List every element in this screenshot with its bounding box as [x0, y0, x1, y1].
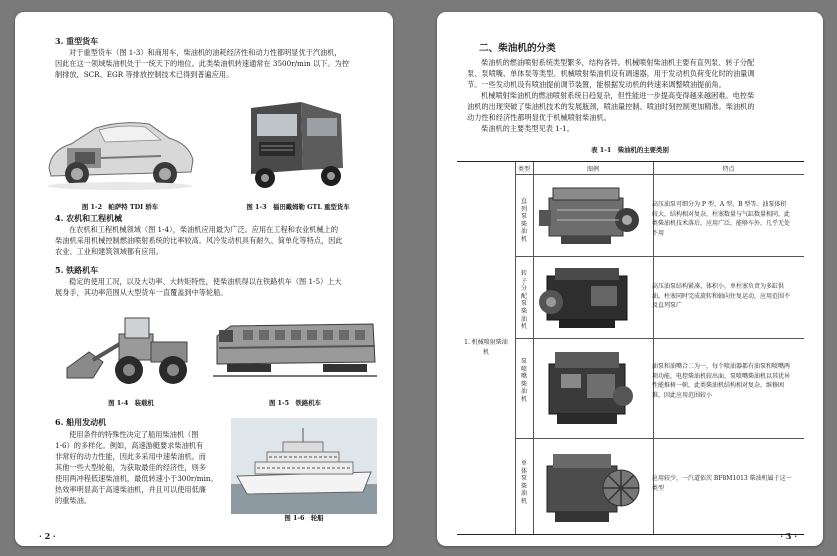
paragraph-line: 泵、泵喷嘴、单体泵等类型。机械喷射柴油机设有调速器，用于发动机负荷变化时的油量调: [467, 69, 755, 78]
heavy-truck-image: [237, 94, 359, 192]
paragraph-line: 柴油机采用机械控制燃油喷射系统的比率较高。风冷发动机具有耐久、简单化等特点，因此: [55, 236, 343, 245]
paragraph-line: 非常好的动力性能，因此多采用中速柴油机。而: [55, 452, 206, 461]
paragraph-line: 柴油机的主要类型见表 1-1。: [481, 124, 574, 133]
unit-injector-engine-image: [531, 344, 643, 432]
page-number: · 3 ·: [780, 531, 797, 541]
paragraph-line: 其他一些大型轮船，为获取最佳的经济性，则多: [55, 463, 206, 472]
table-row-desc: 油泵和油嘴合二为一，每个喷油器都有油泵和喷嘴两项功能，电控柴油机较出面，泵喷嘴柴油机以其优异性能推树一帜，此类柴油机结构相对复杂，维修困难，因此应用范围较小: [652, 363, 791, 399]
paragraph-line: 在农机和工程机械领域（图 1-4），柴油机应用最为广泛。应用在工程和农业机械上的: [69, 225, 339, 234]
rotary-pump-engine-image: [531, 262, 643, 334]
table-row-type: 泵喷嘴柴油机: [520, 358, 527, 403]
diesel-types-table: [457, 161, 804, 535]
paragraph-line: 动力性和经济性都明显优于机械喷射柴油机。: [467, 113, 611, 122]
passat-car-image: [41, 98, 199, 194]
paragraph-line: 稳定的使用工况，以及大功率、大转矩特性，使柴油机得以在铁路机车（图 1-5）上大: [69, 277, 342, 286]
inline-pump-engine-image: [531, 180, 643, 252]
table-row-desc: 高压油泵结构紧凑、体积小、单柱塞负责为多缸供油。柱塞同时完成旋转和轴向往复运动，应用范围不及直列泵广: [652, 283, 791, 309]
table-row-type: 单体泵柴油机: [520, 460, 527, 505]
table-caption: 表 1-1 柴油机的主要类别: [591, 146, 669, 154]
paragraph-line: 对于重型货车（图 1-3）和商用车，柴油机的油耗经济性和动力性都明显优于汽油机，: [69, 48, 342, 57]
paragraph-line: 制排放，SCR、EGR 等排放控制技术已得到普遍应用。: [55, 70, 234, 79]
figure-caption: 图 1-5 铁路机车: [268, 399, 322, 407]
table-header: 图例: [586, 166, 599, 173]
figure-caption: 图 1-2 帕萨特 TDI 轿车: [81, 203, 159, 211]
page-number: · 2 ·: [39, 531, 56, 541]
table-row-desc: 高压油泵可细分为 P 型、A 型、B 型等。油泵体积较大，结构相对复杂，柱塞数量与气缸数量相同，此类柴油机技术落后，应用广泛，能够车外，几乎无处不用: [652, 201, 791, 237]
paragraph-line: 节。一些发动机设有喷油提前调节装置，能根据发动机的转速来调整喷油提前角。: [467, 80, 726, 89]
paragraph-line: 展身手，其功率范围从大型货车一直覆盖到中等轮船。: [55, 288, 228, 297]
section-title: 二、柴油机的分类: [479, 43, 556, 54]
paragraph-line: 农业、工业和建筑领域都有应用。: [55, 247, 163, 256]
locomotive-image: [213, 318, 377, 380]
unit-pump-engine-image: [531, 444, 643, 530]
paragraph-line: 使用两冲程低速柴油机，最低转速小于300r/min。: [55, 474, 218, 483]
table-header: 类型: [517, 166, 530, 173]
heading-railway-locomotive: 5. 铁路机车: [55, 265, 99, 275]
figure-caption: 图 1-3 福田戴姆勒 GTL 重型货车: [246, 203, 350, 211]
table-row-type: 直列泵柴油机: [520, 198, 527, 243]
table-row-type: 转子分配泵柴油机: [520, 270, 527, 331]
heading-marine-engines: 6. 船用发动机: [55, 417, 107, 427]
table-category: 1. 机械喷射柴油机: [464, 339, 508, 356]
table-header: 特点: [722, 166, 735, 173]
paragraph-line: 油机的出现突破了柴油机技术的发展瓶颈，喷油量控制、喷油时刻控制更加精准。柴油机的: [467, 102, 755, 111]
ship-image: [231, 418, 377, 514]
wheel-loader-image: [63, 312, 193, 386]
paragraph-line: 机械喷射柴油机的燃油喷射系统日趋复杂，但性能进一步提高变得越来越困难。电控柴: [481, 91, 755, 100]
paragraph-line: 使用条件的特殊性决定了船用柴油机（图: [69, 430, 199, 439]
table-row-desc: 应用较少，一汽道依茨 BF8M1013 柴油机属于这一类型: [652, 475, 792, 492]
paragraph-line: 因此在这一领域柴油机处于一统天下的地位。此类柴油机转速通常在 3500r/min 以下。为控: [55, 59, 350, 68]
heading-agricultural-machinery: 4. 农机和工程机械: [55, 213, 123, 223]
paragraph-line: 的重柴油。: [55, 496, 91, 505]
heading-heavy-trucks: 3. 重型货车: [55, 36, 99, 46]
paragraph-line: 柴油机的燃油喷射系统类型繁多，结构各异。机械喷射柴油机主要有直列泵、转子分配: [481, 58, 755, 67]
paragraph-line: 1-6）的多样化。例如，高速游艇要求柴油机有: [55, 441, 204, 450]
right-page: [437, 12, 823, 546]
left-page: [15, 12, 393, 546]
figure-caption: 图 1-4 装载机: [108, 399, 154, 407]
figure-caption: 图 1-6 轮船: [284, 514, 324, 522]
paragraph-line: 热效率明显高于高速柴油机，并且可以使用低廉: [55, 485, 206, 494]
